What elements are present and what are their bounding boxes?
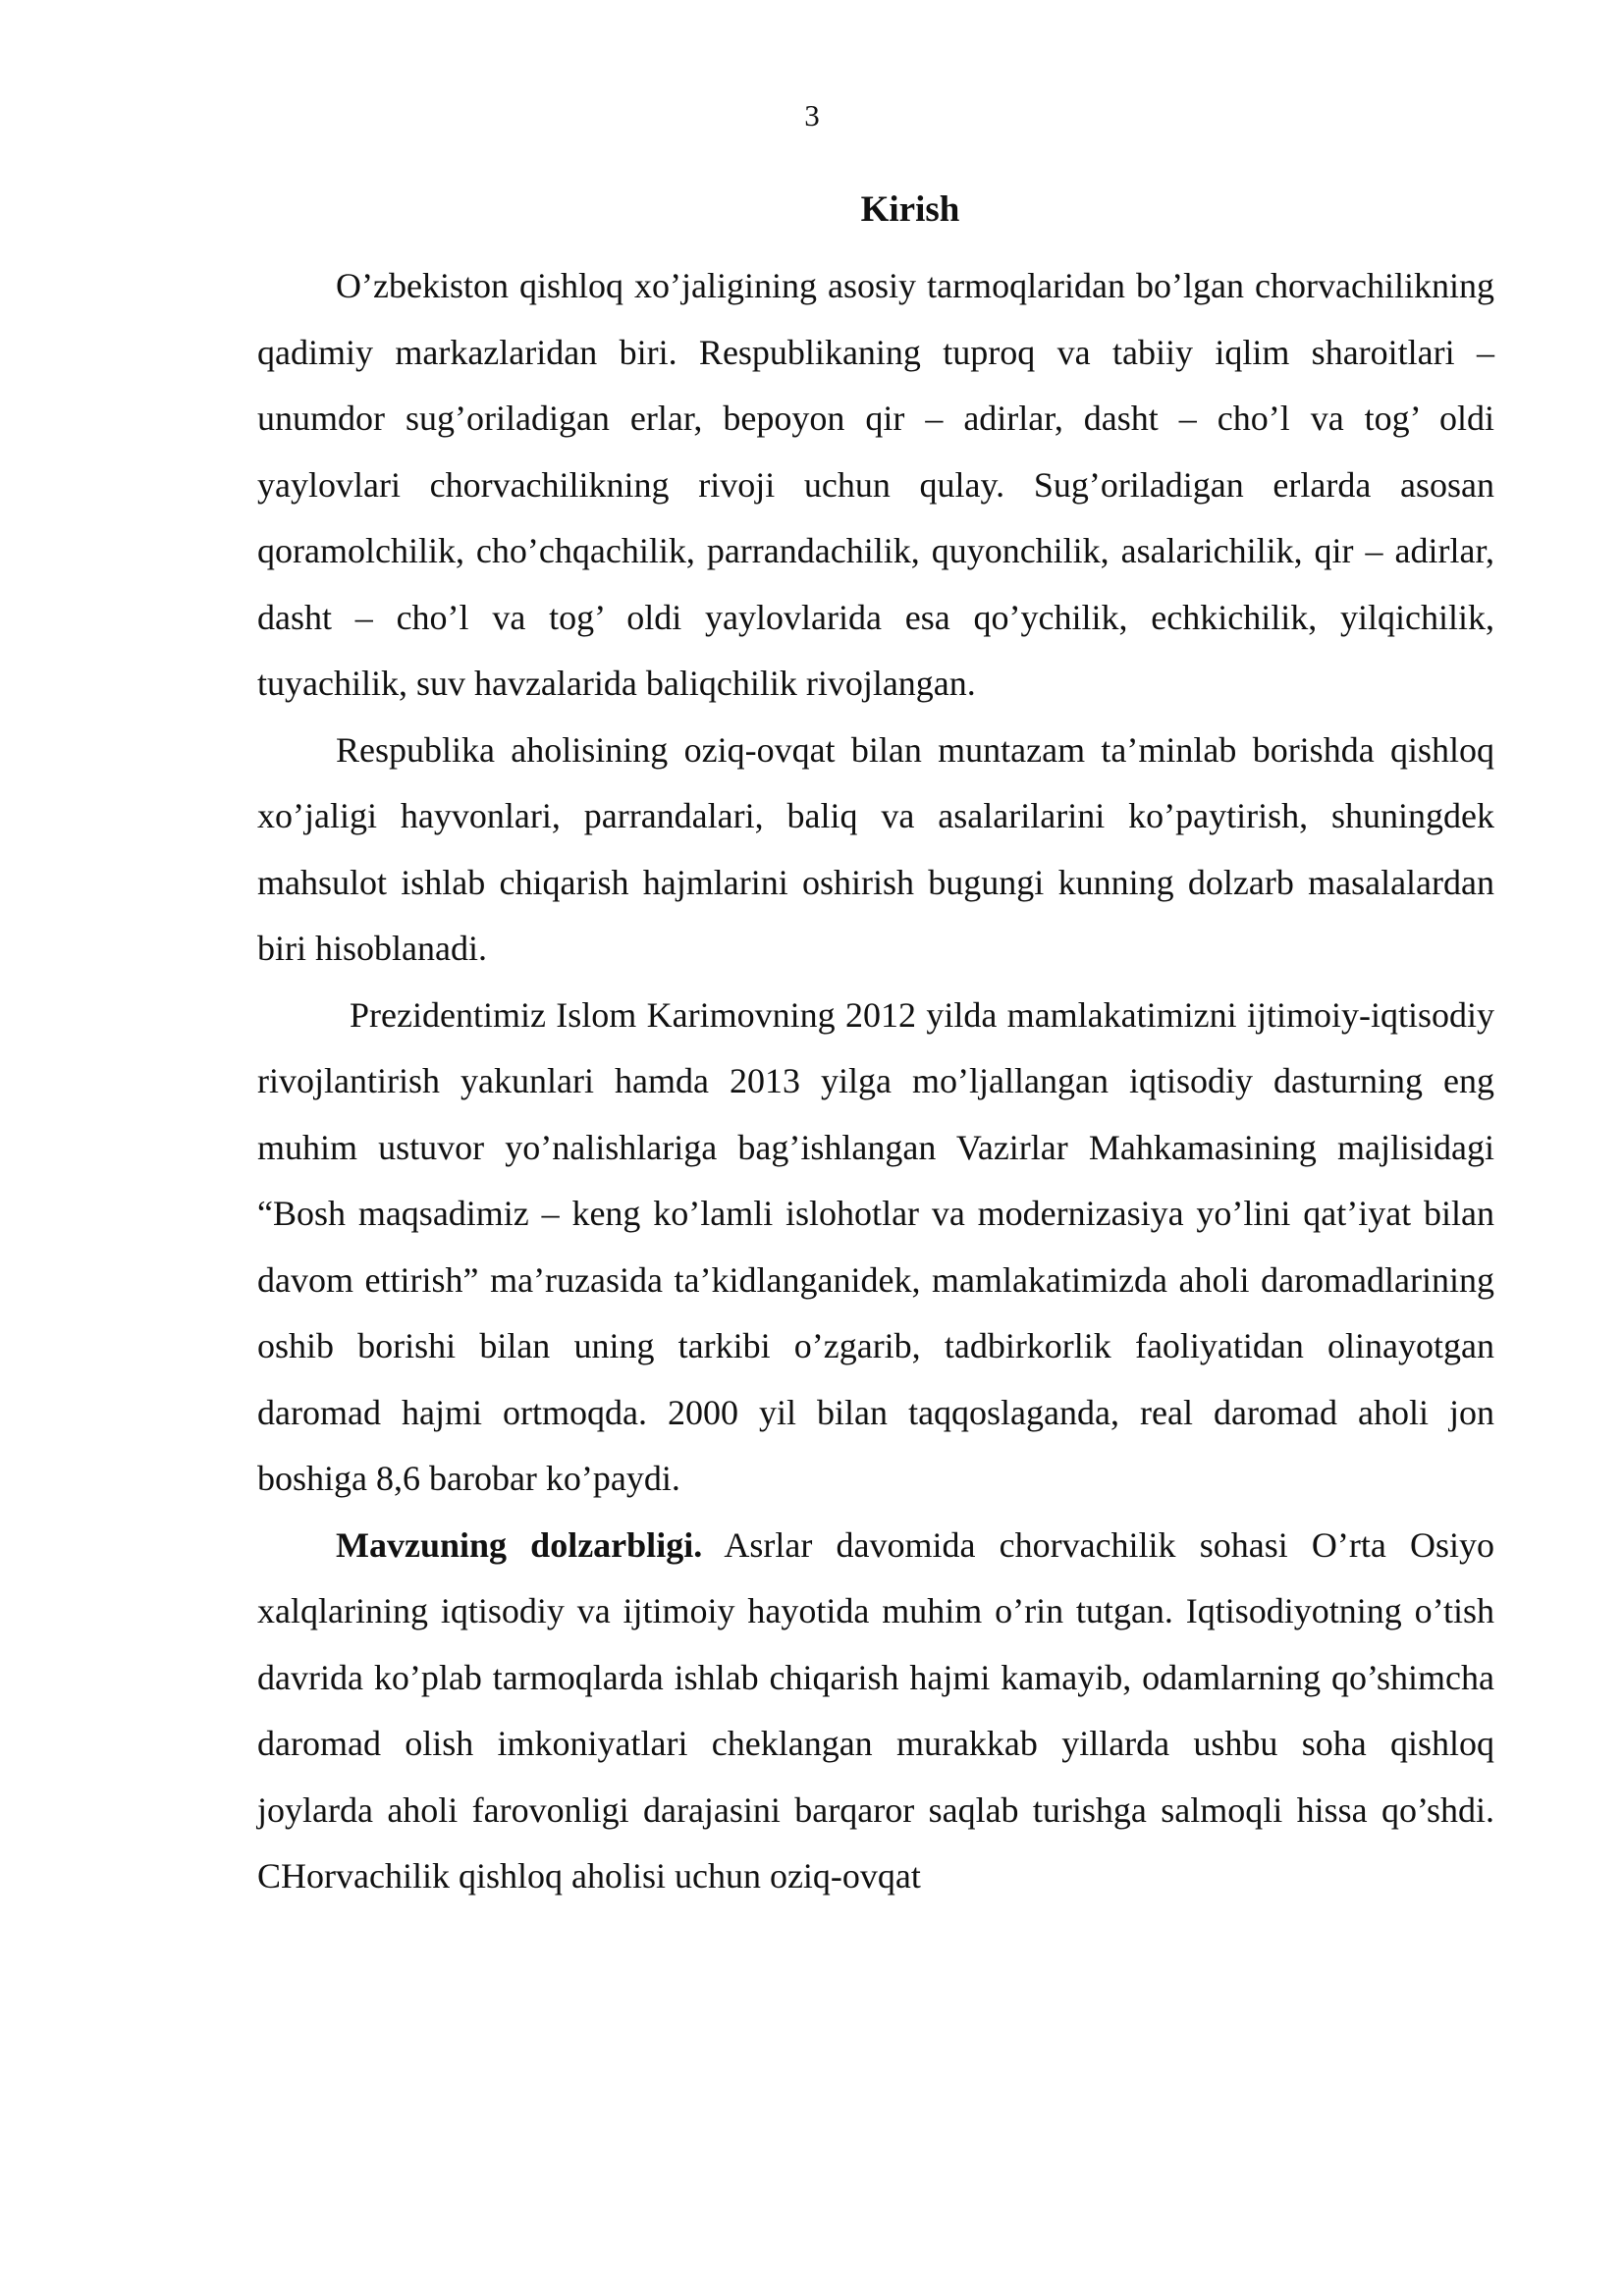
paragraph-text: O’zbekiston qishloq xo’jaligining asosiy tarmoqlaridan bo’lgan chorvachilikning qadimiy markazlaridan biri. Respublikaning tuproq va tabiiy iqlim sharoitlari – unumdor sug’oriladigan erlar, bepoyon qir – adirlar, dasht – cho’l va tog’ oldi yaylovlari chorvachilikning rivoji uchun qulay. Sug’oriladigan erlarda asosan qoramolchilik, cho’chqachilik, parrandachilik, quyonchilik, asalarichilik, qir – adirlar, dasht – cho’l va tog’ oldi yaylovlarida esa qo’ychilik, echkichilik, yilqichilik, tuyachilik, suv havzalarida baliqchilik rivojlangan. [257,266,1494,703]
document-body [257,187,1494,1910]
paragraph-text: Prezidentimiz Islom Karimovning 2012 yilda mamlakatimizni ijtimoiy-iqtisodiy rivojlantirish yakunlari hamda 2013 yilga mo’ljallangan iqtisodiy dasturning eng muhim ustuvor yo’nalishlariga bag’ishlangan Vazirlar Mahkamasining majlisidagi “Bosh maqsadimiz – keng ko’lamli islohotlar va modernizasiya yo’lini qat’iyat bilan davom ettirish” ma’ruzasida ta’kidlanganidek, mamlakatimizda aholi daromadlarining oshib borishi bilan uning tarkibi o’zgarib, tadbirkorlik faoliyatidan olinayotgan daromad hajmi ortmoqda. 2000 yil bilan taqqoslaganda, real daromad aholi jon boshiga 8,6 barobar ko’paydi. [257,994,1494,1498]
page-number: 3 [804,98,820,133]
paragraph-topic-relevance [257,1513,1494,1910]
paragraph-introduction [257,253,1494,718]
paragraph-text: Asrlar davomida chorvachilik sohasi O’rta Osiyo xalqlarining iqtisodiy va ijtimoiy hayotida muhim o’rin tutgan. Iqtisodiyotning o’tish davrida ko’plab tarmoqlarda ishlab chiqarish hajmi kamayib, odamlarning qo’shimcha daromad olish imkoniyatlari cheklangan murakkab yillarda ushbu soha qishloq joylarda aholi farovonligi darajasini barqaror saqlab turishga salmoqli hissa qo’shdi. CHorvachilik qishloq aholisi uchun oziq-ovqat [257,1524,1495,1896]
paragraph-food-supply [257,718,1494,983]
paragraph-text: Respublika aholisining oziq-ovqat bilan muntazam ta’minlab borishda qishloq xo’jaligi hayvonlari, parrandalari, baliq va asalarilarini ko’paytirish, shuningdek mahsulot ishlab chiqarish hajmlarini oshirish bugungi kunning dolzarb masalalardan biri hisoblanadi. [257,729,1494,968]
paragraph-lead-heading: Mavzuning dolzarbligi. [336,1524,703,1565]
paragraph-president-speech [257,983,1494,1513]
section-title: Kirish [860,189,960,230]
